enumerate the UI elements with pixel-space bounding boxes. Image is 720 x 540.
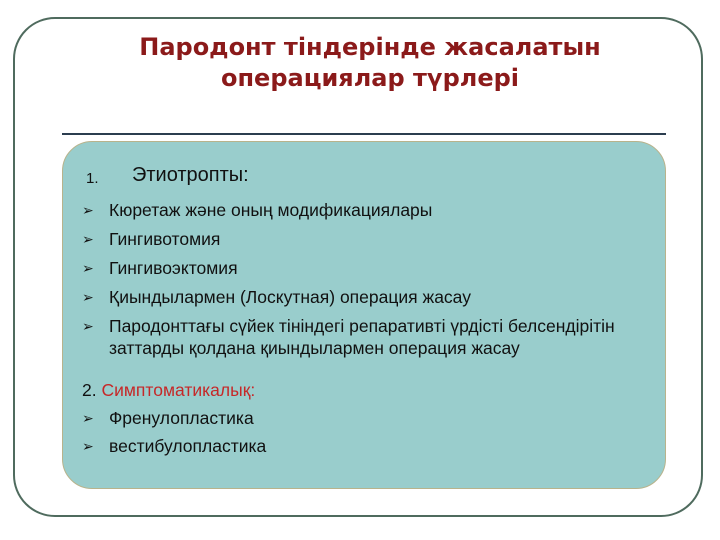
list-item [82, 196, 672, 225]
section2-number: 2. [82, 380, 97, 400]
list-item [82, 404, 672, 432]
list-item-text: Пародонттағы сүйек тініндегі репаративті үрдісті белсендірітін заттарды қолдана қиындылармен операция жасау [109, 316, 615, 358]
section1-list [82, 196, 672, 363]
arrow-bullet-icon: ➢ [82, 438, 94, 454]
list-item [82, 312, 672, 363]
arrow-bullet-icon: ➢ [82, 231, 94, 247]
list-item-text: Френулопластика [109, 408, 254, 428]
title-line-1: Пародонт тіндерінде жасалатын [139, 33, 601, 61]
section2-header [82, 377, 672, 404]
list-item-text: Гингивотомия [109, 229, 221, 249]
list-item [82, 225, 672, 254]
section2-list [82, 404, 672, 460]
content-area [82, 160, 672, 460]
section1-number: 1. [86, 170, 99, 187]
list-item [82, 254, 672, 283]
list-item [82, 283, 672, 312]
section2-heading: Симптоматикалық: [101, 380, 256, 400]
list-item-text: Кюретаж және оның модификациялары [109, 200, 433, 220]
slide-title [60, 32, 680, 94]
title-line-2: операциялар түрлері [220, 64, 520, 92]
list-item-text: Қиындылармен (Лоскутная) операция жасау [109, 287, 471, 307]
list-item [82, 432, 672, 460]
section1-heading: Этиотропты: [132, 164, 249, 186]
arrow-bullet-icon: ➢ [82, 260, 94, 276]
section1-header [82, 160, 672, 190]
title-divider [62, 133, 666, 135]
arrow-bullet-icon: ➢ [82, 202, 94, 218]
list-item-text: Гингивоэктомия [109, 258, 238, 278]
arrow-bullet-icon: ➢ [82, 289, 94, 305]
arrow-bullet-icon: ➢ [82, 318, 94, 334]
list-item-text: вестибулопластика [109, 436, 267, 456]
arrow-bullet-icon: ➢ [82, 410, 94, 426]
